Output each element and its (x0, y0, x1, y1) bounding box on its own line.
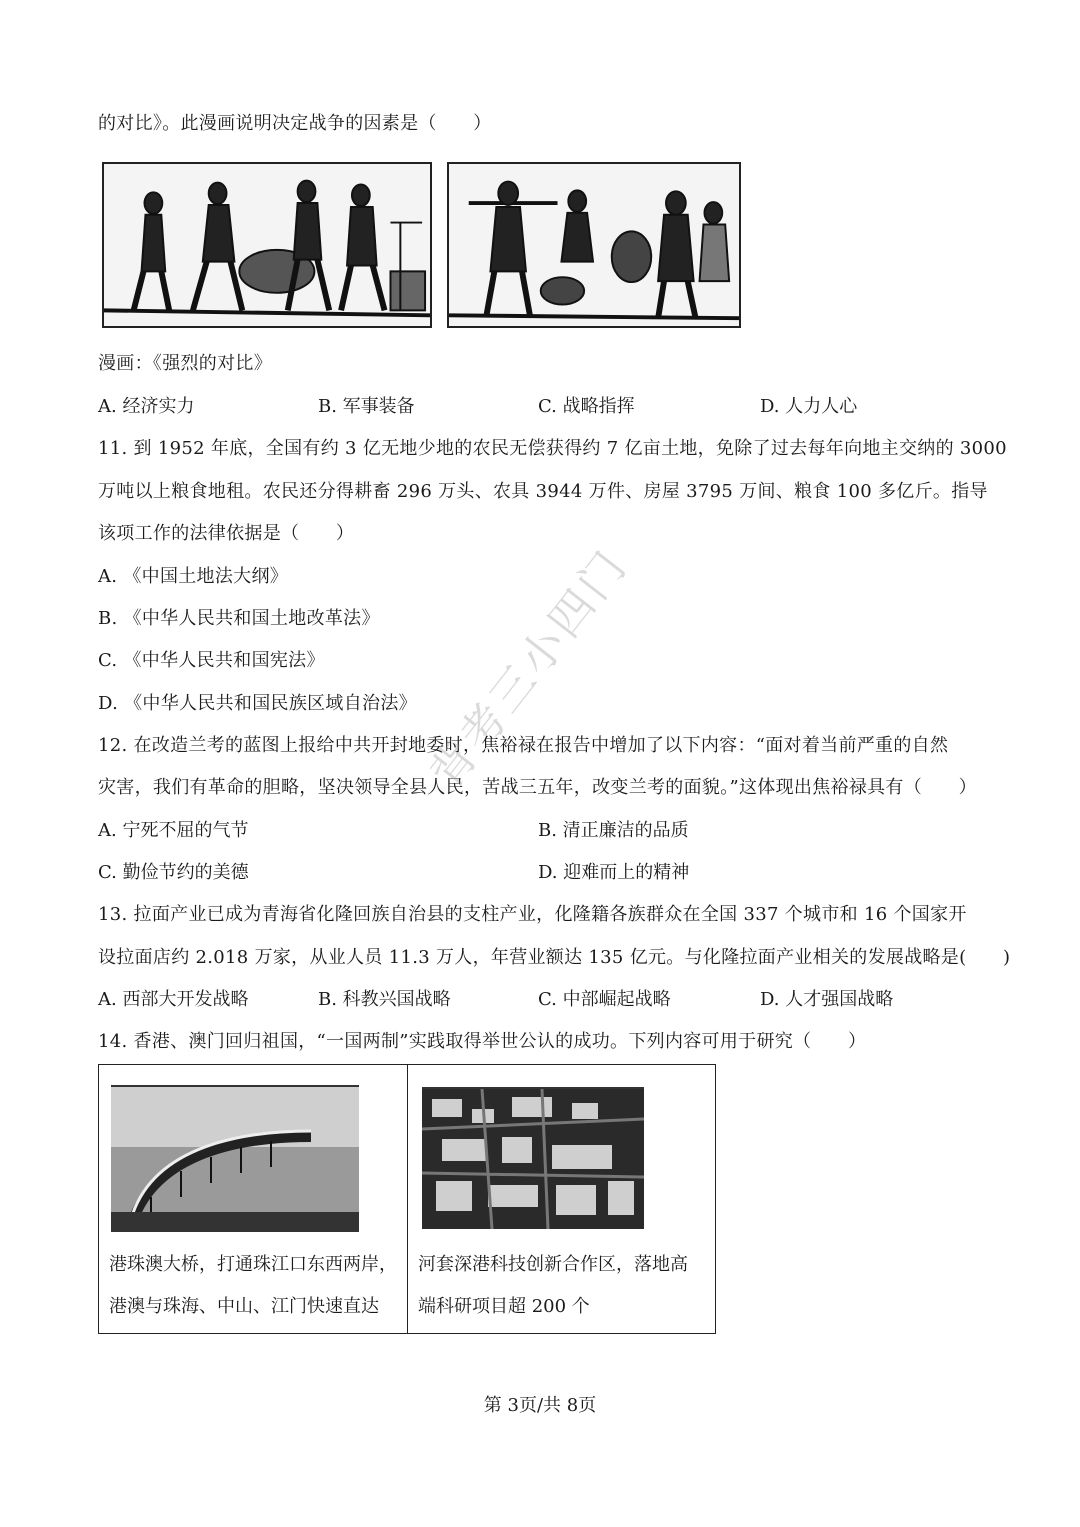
q11-stem-line-3: 该项工作的法律依据是（ ） (98, 523, 355, 544)
q13-option-b[interactable]: B. 科教兴国战略 (318, 989, 451, 1010)
q10-option-c[interactable]: C. 战略指挥 (538, 396, 635, 417)
q13-option-d[interactable]: D. 人才强国战略 (760, 989, 894, 1010)
q11-option-b[interactable]: B. 《中华人民共和国土地改革法》 (98, 608, 380, 629)
cartoon-left-image (102, 162, 432, 328)
q10-option-d[interactable]: D. 人力人心 (760, 396, 858, 417)
q13-stem-line-1: 13. 拉面产业已成为青海省化隆回族自治县的支柱产业，化隆籍各族群众在全国 337 个城市和 16 个国家开 (98, 904, 967, 925)
q14-material-table (98, 1064, 716, 1334)
q12-option-b[interactable]: B. 清正廉洁的品质 (538, 820, 689, 841)
q14-stem: 14. 香港、澳门回归祖国，“一国两制”实践取得举世公认的成功。下列内容可用于研究（ ） (98, 1031, 867, 1052)
q10-stem-tail: 的对比》。此漫画说明决定战争的因素是（ ） (98, 113, 492, 134)
cartoon-right-image (447, 162, 741, 328)
q14-cell-hetao (408, 1065, 714, 1333)
q12-option-a[interactable]: A. 宁死不屈的气节 (98, 820, 249, 841)
hetao-aerial-photo (422, 1087, 644, 1229)
watermark-text: 背考三小四门 (420, 539, 639, 799)
q11-option-a[interactable]: A. 《中国土地法大纲》 (98, 566, 289, 587)
q12-stem-line-1: 12. 在改造兰考的蓝图上报给中共开封地委时，焦裕禄在报告中增加了以下内容：“面对着当前严重的自然 (98, 735, 949, 756)
q11-option-d[interactable]: D. 《中华人民共和国民族区域自治法》 (98, 693, 417, 714)
q12-stem-line-2: 灾害，我们有革命的胆略，坚决领导全县人民，苦战三五年，改变兰考的面貌。”这体现出焦裕禄具有（ ） (98, 777, 977, 798)
q12-option-c[interactable]: C. 勤俭节约的美德 (98, 862, 249, 883)
q10-cartoon-caption: 漫画：《强烈的对比》 (98, 353, 272, 374)
hetao-caption-line-2: 端科研项目超 200 个 (418, 1296, 590, 1317)
q13-option-a[interactable]: A. 西部大开发战略 (98, 989, 249, 1010)
q11-option-c[interactable]: C. 《中华人民共和国宪法》 (98, 650, 325, 671)
bridge-caption-line-1: 港珠澳大桥，打通珠江口东西两岸， (109, 1254, 397, 1275)
q11-stem-line-1: 11. 到 1952 年底，全国有约 3 亿无地少地的农民无偿获得约 7 亿亩土地，免除了过去每年向地主交纳的 3000 (98, 438, 1007, 459)
q13-stem-line-2: 设拉面店约 2.018 万家，从业人员 11.3 万人，年营业额达 135 亿元。与化隆拉面产业相关的发展战略是( ) (98, 947, 1011, 968)
q14-cell-bridge (99, 1065, 408, 1333)
q12-option-d[interactable]: D. 迎难而上的精神 (538, 862, 690, 883)
hetao-caption-line-1: 河套深港科技创新合作区，落地高 (418, 1254, 688, 1275)
q10-option-b[interactable]: B. 军事装备 (318, 396, 415, 417)
bridge-photo (111, 1085, 359, 1232)
q13-option-c[interactable]: C. 中部崛起战略 (538, 989, 671, 1010)
q11-stem-line-2: 万吨以上粮食地租。农民还分得耕畜 296 万头、农具 3944 万件、房屋 3795 万间、粮食 100 多亿斤。指导 (98, 481, 988, 502)
page-number-footer: 第 3页/共 8页 (483, 1395, 597, 1416)
q10-option-a[interactable]: A. 经济实力 (98, 396, 195, 417)
bridge-caption-line-2: 港澳与珠海、中山、江门快速直达 (109, 1296, 379, 1317)
